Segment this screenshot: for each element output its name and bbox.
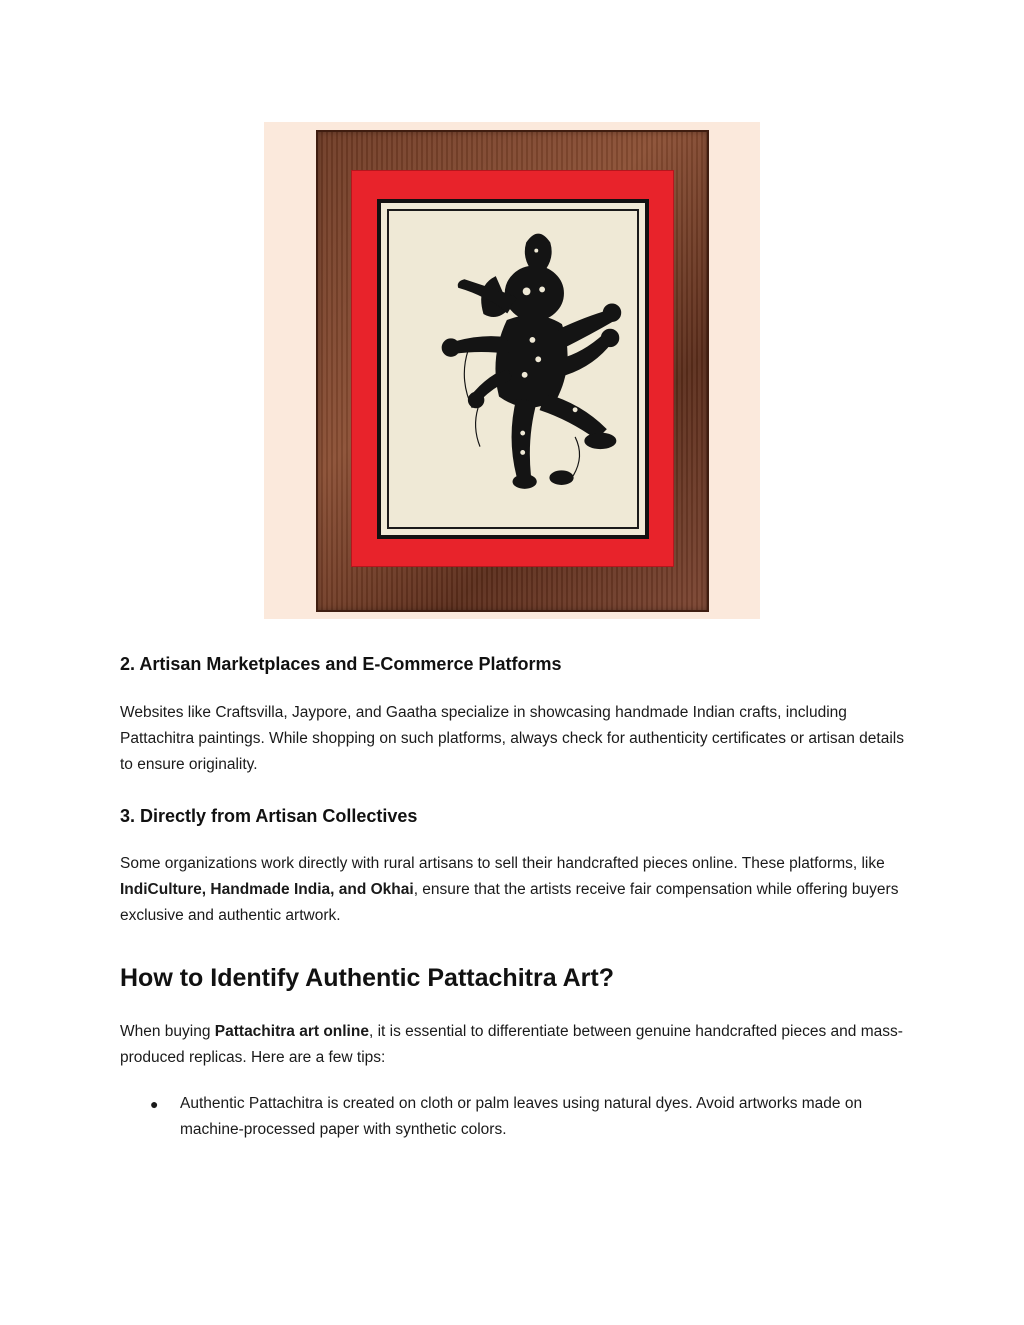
paragraph-artisan-marketplaces: Websites like Craftsvilla, Jaypore, and Gaatha specialize in showcasing handmade Indian crafts, including Pattachitra paintings. While shopping on such platforms, always check for authenticity certificates or artisan details to ensure originality. (120, 704, 904, 773)
collectives-names: IndiCulture, Handmade India, and Okhai (120, 881, 414, 898)
paragraph-identify-intro: When buying Pattachitra art online, it is essential to differentiate between genuine handcrafted pieces and mass-produced replicas. Here are a few tips: (120, 1023, 903, 1066)
section-heading-artisan-collectives: 3. Directly from Artisan Collectives (120, 806, 418, 826)
list-item-text: Authentic Pattachitra is created on cloth or palm leaves using natural dyes. Avoid artworks made on machine-processed paper with synthetic colors. (180, 1095, 863, 1138)
painting-canvas (377, 199, 649, 539)
keyword-pattachitra-art-online: Pattachitra art online (214, 1023, 369, 1040)
bullet-icon: ● (150, 1096, 159, 1112)
red-mat (351, 170, 674, 567)
paragraph-artisan-collectives: Some organizations work directly with rural artisans to sell their handcrafted pieces online. These platforms, like IndiCulture, Handmade India, and Okhai, ensure that the artists receive fair compensation while offering buyers exclusive and authentic artwork. (120, 855, 899, 924)
section-heading-identify-authentic: How to Identify Authentic Pattachitra Art? (120, 964, 614, 992)
pattachitra-artwork-image (264, 122, 760, 619)
ganesha-pattachitra-painting-icon (381, 203, 645, 535)
wooden-frame (316, 130, 709, 612)
section-heading-artisan-marketplaces: 2. Artisan Marketplaces and E-Commerce Platforms (120, 654, 562, 674)
